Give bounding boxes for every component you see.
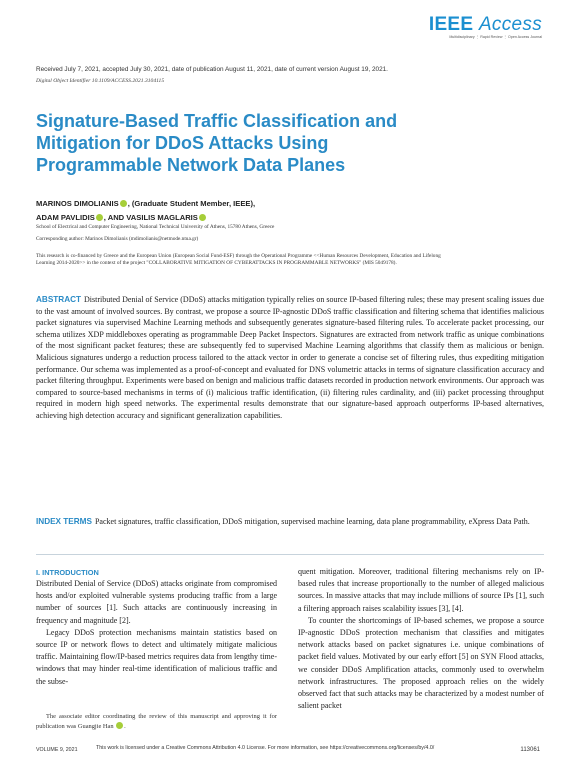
paragraph: quent mitigation. Moreover, traditional filtering mechanisms rely on IP-based rules that increase proportionally to the number of alleged malicious sources. In massive attacks that may include millions of source IPs [1], such a filtering approach raises scalability issues [3], [4]. bbox=[298, 567, 544, 613]
orcid-icon[interactable] bbox=[96, 214, 103, 221]
abstract bbox=[36, 294, 544, 422]
author-3: , AND VASILIS MAGLARIS bbox=[103, 213, 198, 222]
paragraph: Distributed Denial of Service (DDoS) attacks originate from compromised hosts and/or exploited vulnerable systems producing traffic from a large number of sources [1]. Such attacks are continuously increasing in frequency and magnitude [2]. bbox=[36, 579, 277, 625]
column-left bbox=[36, 578, 277, 688]
footer-license[interactable]: This work is licensed under a Creative Commons Attribution 4.0 License. For more information, see https://creativecommons.org/licenses/by/4.0/ bbox=[96, 745, 435, 751]
index-terms-label: INDEX TERMS bbox=[36, 517, 92, 526]
author-list bbox=[36, 197, 255, 225]
funding-note: This research is co-financed by Greece and the European Union (European Social Fund-ESF) through the Operational Programme <<Human Resources Development, Education and Lifelong Learning 2014-2020>> in the context of the project "COLLABORATIVE MITIGATION OF CYBERATTACKS IN PROGRAMMABLE NETWORKS" (MIS 5049178). bbox=[36, 253, 441, 266]
author-1-note: , (Graduate Student Member, IEEE), bbox=[127, 199, 256, 208]
paragraph: To counter the shortcomings of IP-based schemes, we propose a source IP-agnostic DDoS protection mechanism that classifies and mitigates network attacks based on packet signatures i.e. unique combinations of packet field values. Motivated by our early effort [5] on SYN Flood attacks, we consider DDoS Amplification attacks, commonly used to overwhelm network infrastructures. The proposed approach relies on the widely observed fact that such attacks may be characterized by a modest number of salient packet bbox=[298, 615, 544, 711]
editor-note: The associate editor coordinating the review of this manuscript and approving it for publication was Guangjie Han . bbox=[36, 713, 277, 730]
section-heading: I. INTRODUCTION bbox=[36, 568, 99, 577]
journal-logo bbox=[429, 14, 542, 39]
orcid-icon[interactable] bbox=[116, 722, 123, 729]
abstract-label: ABSTRACT bbox=[36, 295, 82, 304]
publication-dates: Received July 7, 2021, accepted July 30, 2021, date of publication August 11, 2021, date of current version August 19, 2021. bbox=[36, 66, 388, 73]
orcid-icon[interactable] bbox=[120, 200, 127, 207]
logo-tagline: Multidisciplinary ⋮ Rapid Review ⋮ Open Access Journal bbox=[449, 35, 542, 39]
affiliation: School of Electrical and Computer Engineering, National Technical University of Athens, 15780 Athens, Greece bbox=[36, 224, 275, 230]
author-1: MARINOS DIMOLIANIS bbox=[36, 199, 119, 208]
paragraph: Legacy DDoS protection mechanisms maintain statistics based on source IP or network flows to detect and ultimately mitigate malicious traffic. Maintaining flow/IP-based metrics requires data from lengthy time-windows that may hinder real-time identification of malicious traffic and the subse- bbox=[36, 627, 277, 686]
index-terms-text: Packet signatures, traffic classification, DDoS mitigation, supervised machine learning, data plane programmability, eXpress Data Path. bbox=[94, 517, 530, 526]
abstract-text: Distributed Denial of Service (DDoS) attacks mitigation typically relies on source IP-based filtering rules; these may present scaling issues due to the vast amount of involved sources. By contrast, we propose a source IP-agnostic DDoS traffic classification and filtering schema that identifies malicious packet signatures via supervised Machine Learning methods and subsequently generates signature-based filtering rules. To accelerate packet processing, our schema utilizes XDP middleboxes operating as programmable Deep Packet Inspectors. Signatures are extracted from network traffic as unique combinations of the most significant packet features; these are subsequently fed to supervised Machine Learning algorithms that classify them as malicious or benign. Malicious signatures undergo a reduction process tailored to the attack vector in order to generate a concise set of filtering rules, thus expediting mitigation performance. Our schema was implemented as a proof-of-concept and evaluated for DNS volumetric attacks in terms of signature classification accuracy and packet filtering throughput. Experiments were based on benign and malicious traffic datasets recorded in production network environments. Our approach was compared to source-based mechanisms in terms of (i) malicious traffic identification, (ii) filtering rules cardinality, and (iii) packet processing throughput required in modern high speed networks. The experimental results demonstrate that our signature-based approach outperforms IP-based alternatives, achieving high detection accuracy and significant generalization capabilities. bbox=[36, 295, 544, 420]
section-divider bbox=[36, 554, 544, 555]
doi[interactable]: Digital Object Identifier 10.1109/ACCESS.2021.3104115 bbox=[36, 78, 165, 84]
footer-page-number: 113061 bbox=[520, 747, 540, 753]
author-2: ADAM PAVLIDIS bbox=[36, 213, 95, 222]
footer-volume: VOLUME 9, 2021 bbox=[36, 747, 78, 753]
logo-ieee: IEEE bbox=[428, 14, 474, 35]
editor-note-text: The associate editor coordinating the review of this manuscript and approving it for publication was Guangjie Han bbox=[36, 713, 277, 730]
column-right bbox=[298, 566, 544, 712]
paper-title: Signature-Based Traffic Classification and Mitigation for DDoS Attacks Using Programmable Network Data Planes bbox=[36, 111, 398, 175]
logo-access: Access bbox=[478, 14, 542, 35]
corresponding-author: Corresponding author: Marinos Dimolianis (mdimolianis@netmode.ntua.gr) bbox=[36, 236, 199, 242]
index-terms bbox=[36, 516, 544, 528]
orcid-icon[interactable] bbox=[199, 214, 206, 221]
